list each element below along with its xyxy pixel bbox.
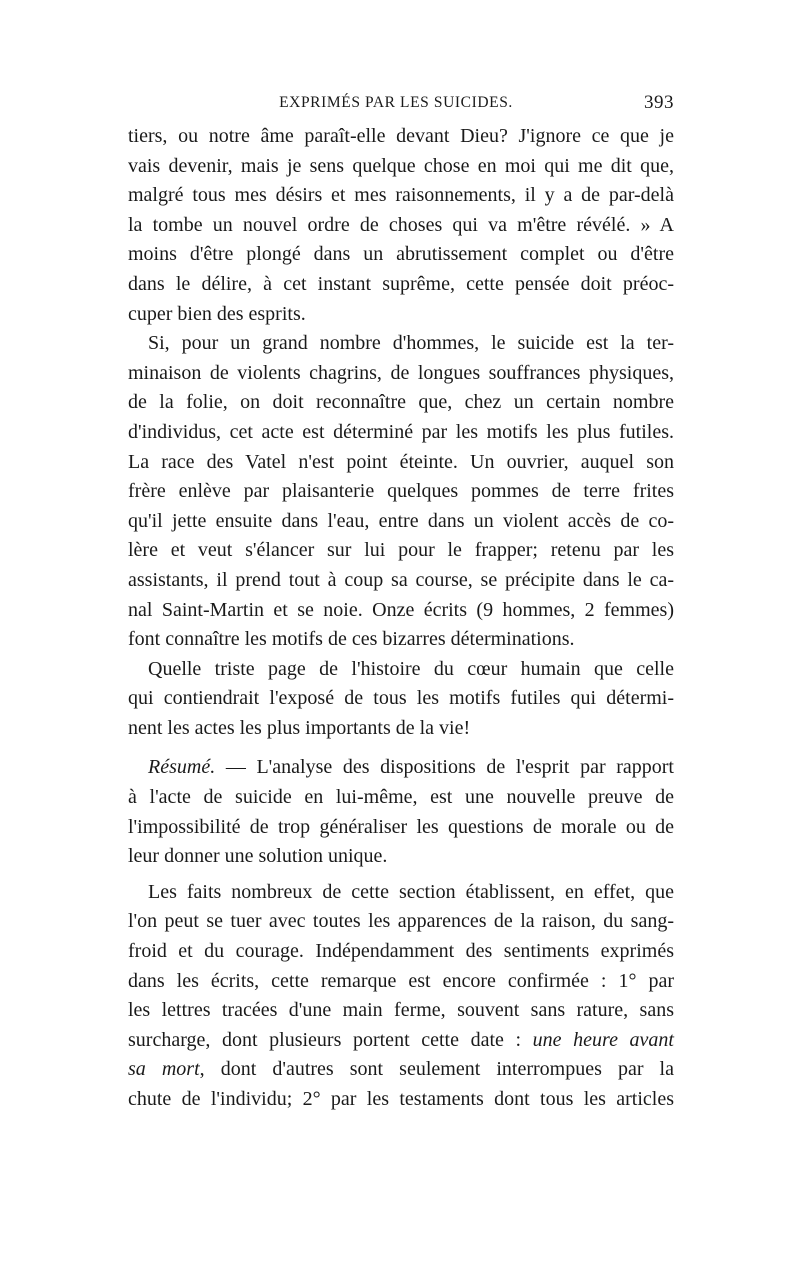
text-line: vais devenir, mais je sens quelque chose en moi qui me dit que,: [128, 154, 674, 177]
text-line: leur donner une solution unique.: [128, 845, 388, 868]
text-line: minaison de violents chagrins, de longues souffrances physiques,: [128, 361, 674, 384]
paragraph-resume: [128, 753, 674, 871]
text-line: l'on peut se tuer avec toutes les apparences de la raison, du sang-: [128, 910, 674, 933]
text-line: d'individus, cet acte est déterminé par les motifs les plus futiles.: [128, 420, 674, 443]
text-line: nal Saint-Martin et se noie. Onze écrits (9 hommes, 2 femmes): [128, 598, 674, 621]
text-line: l'impossibilité de trop généraliser les questions de morale ou de: [128, 815, 674, 838]
text-line: La race des Vatel n'est point éteinte. Un ouvrier, auquel son: [128, 450, 674, 473]
text-line: qu'il jette ensuite dans l'eau, entre dans un violent accès de co-: [128, 509, 674, 532]
text-line: Quelle triste page de l'histoire du cœur humain que celle: [148, 657, 674, 680]
text-line: moins d'être plongé dans un abrutissement complet ou d'être: [128, 243, 674, 266]
running-head: [128, 92, 674, 116]
paragraph-3: [128, 655, 674, 744]
paragraph-2: [128, 329, 674, 655]
paragraph-spacer: [128, 743, 674, 753]
resume-line: [128, 753, 674, 783]
text-line: froid et du courage. Indépendamment des sentiments exprimés: [128, 940, 674, 963]
italic-phrase: une heure avant: [532, 1028, 674, 1051]
italic-line: [128, 1026, 674, 1056]
text-line: qui contiendrait l'exposé de tous les motifs futiles qui détermi-: [128, 687, 674, 710]
resume-line-text: — L'analyse des dispositions de l'esprit par rapport: [215, 756, 674, 779]
italic-phrase-2: sa mort: [128, 1058, 200, 1081]
text-line: assistants, il prend tout à coup sa course, se précipite dans le ca-: [128, 568, 674, 591]
text-line: la tombe un nouvel ordre de choses qui va m'être révélé. » A: [128, 213, 674, 236]
paragraph-1: [128, 122, 674, 329]
italic-line-2: [128, 1055, 674, 1085]
italic-line-prefix: surcharge, dont plusieurs portent cette date :: [128, 1028, 533, 1051]
running-head-title: EXPRIMÉS PAR LES SUICIDES.: [279, 94, 513, 111]
text-line: dans le délire, à cet instant suprême, cette pensée doit préoc-: [128, 272, 674, 295]
text-line: lère et veut s'élancer sur lui pour le frapper; retenu par les: [128, 539, 674, 562]
text-line: malgré tous mes désirs et mes raisonnements, il y a de par-delà: [128, 184, 674, 207]
text-line: à l'acte de suicide en lui-même, est une nouvelle preuve de: [128, 786, 674, 809]
text-line: chute de l'individu; 2° par les testaments dont tous les articles: [128, 1088, 674, 1110]
italic-line-suffix: , dont d'autres sont seulement interrompues par la: [199, 1058, 674, 1081]
text-line: Les faits nombreux de cette section établissent, en effet, que: [148, 880, 674, 903]
body-text: [128, 122, 674, 1115]
text-line: dans les écrits, cette remarque est encore confirmée : 1° par: [128, 969, 674, 992]
text-line: les lettres tracées d'une main ferme, souvent sans rature, sans: [128, 999, 674, 1022]
text-line: font connaître les motifs de ces bizarres déterminations.: [128, 628, 575, 651]
text-line: cuper bien des esprits.: [128, 302, 306, 325]
paragraph-5: [128, 878, 674, 1115]
text-line: nent les actes les plus importants de la vie!: [128, 716, 471, 739]
resume-label: Résumé.: [148, 756, 216, 779]
page-number: 393: [644, 92, 674, 113]
text-line: Si, pour un grand nombre d'hommes, le suicide est la ter-: [148, 332, 674, 355]
text-line: tiers, ou notre âme paraît-elle devant Dieu? J'ignore ce que je: [128, 125, 674, 147]
text-line: frère enlève par plaisanterie quelques pommes de terre frites: [128, 480, 674, 503]
text-line: de la folie, on doit reconnaître que, chez un certain nombre: [128, 391, 674, 414]
